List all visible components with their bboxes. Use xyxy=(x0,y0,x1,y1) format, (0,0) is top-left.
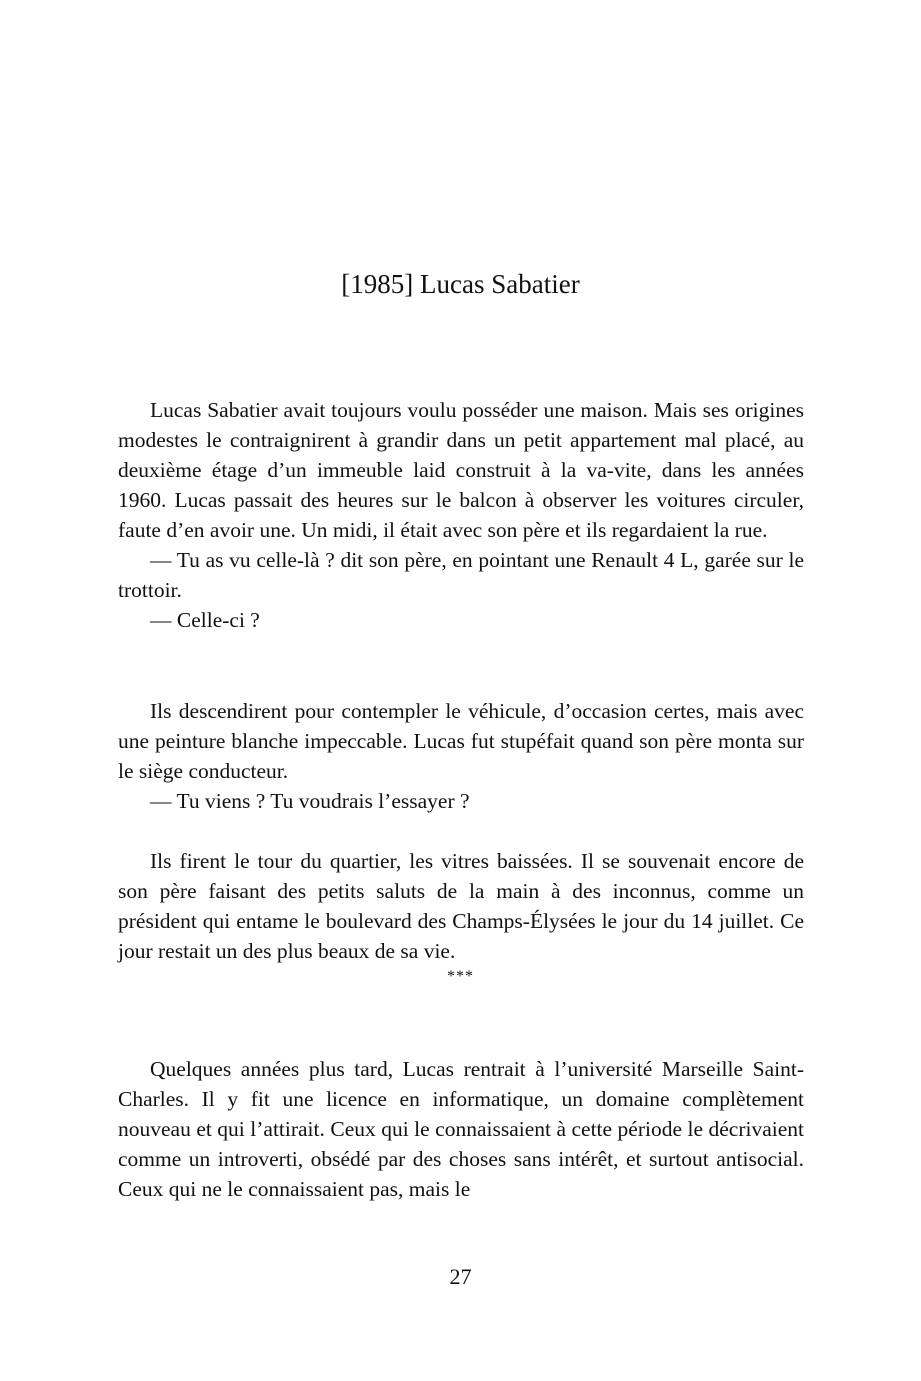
text-block-2 xyxy=(118,696,804,816)
paragraph: Quelques années plus tard, Lucas rentrait à l’université Marseille Saint-Charles. Il y fit une licence en informatique, un domaine complètement nouveau et qui l’attirait. Ceux qui le connaissaient à cette période le décrivaient comme un introverti, obsédé par des choses sans intérêt, et surtout antisocial. Ceux qui ne le connaissaient pas, mais le xyxy=(118,1057,804,1201)
chapter-title: [1985] Lucas Sabatier xyxy=(341,269,580,299)
text-block-4 xyxy=(118,1054,804,1204)
dialogue-line: — Tu viens ? Tu voudrais l’essayer ? xyxy=(150,789,470,813)
section-separator: *** xyxy=(447,968,474,985)
paragraph: Ils firent le tour du quartier, les vitres baissées. Il se souvenait encore de son père faisant des petits saluts de la main à des inconnus, comme un président qui entame le boulevard des Champs-Élysées le jour du 14 juillet. Ce jour restait un des plus beaux de sa vie. xyxy=(118,849,804,963)
dialogue-line: — Tu as vu celle-là ? dit son père, en pointant une Renault 4 L, garée sur le trottoir. xyxy=(118,548,804,602)
dialogue-line: — Celle-ci ? xyxy=(150,608,260,632)
text-block-1 xyxy=(118,395,804,635)
text-block-3 xyxy=(118,846,804,966)
paragraph: Lucas Sabatier avait toujours voulu posséder une maison. Mais ses origines modestes le contraignirent à grandir dans un petit appartement mal placé, au deuxième étage d’un immeuble laid construit à la va-vite, dans les années 1960. Lucas passait des heures sur le balcon à observer les voitures circuler, faute d’en avoir une. Un midi, il était avec son père et ils regardaient la rue. xyxy=(118,398,804,542)
paragraph: Ils descendirent pour contempler le véhicule, d’occasion certes, mais avec une peinture blanche impeccable. Lucas fut stupéfait quand son père monta sur le siège conducteur. xyxy=(118,699,804,783)
page-number: 27 xyxy=(449,1264,472,1289)
